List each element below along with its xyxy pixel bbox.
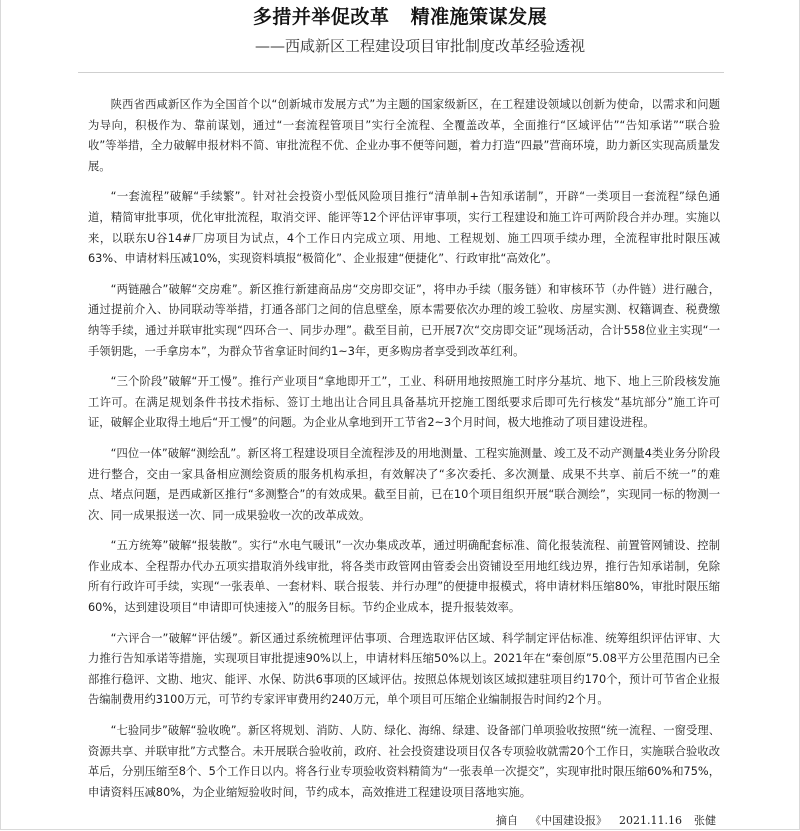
- article-title: 多措并举促改革 精准施策谋发展: [252, 6, 548, 28]
- paragraph-seven-inspections: “七验同步”破解“验收晚”。新区将规划、消防、人防、绿化、海绵、绿建、设备部门单项验收按照“统一流程、一窗受理、资源共享、并联审批”方式整合。未开展联合验收前，政府、社会投资建设项目仅各专项验收就需20个工作日，实施联合验收改革后，分别压缩至8个、5个工作日以内。将各行业专项验收资料精简为“一张表单一次提交”，实现审批时限压缩60%和75%，申请资料压减80%，为企业缩短验收时间，节约成本，高效推进工程建设项目落地实施。: [88, 724, 720, 799]
- article-body: [88, 95, 720, 813]
- divider: [78, 72, 724, 73]
- paragraph-one-process: “一套流程”破解“手续繁”。针对社会投资小型低风险项目推行“清单制+告知承诺制”，开辟“一类项目一套流程”绿色通道，精简审批事项，优化审批流程，取消交评、能评等12个评估评审事项，实行工程建设和施工许可两阶段合并办理。实施以来，以联东U谷14#厂房项目为试点，4个工作日内完成立项、用地、工程规划、施工四项手续办理，全流程审批时限压减63%、申请材料压减10%，实现资料填报“极简化”、企业报建“便捷化”、行政审批“高效化”。: [88, 190, 720, 266]
- footer-label: 摘自: [496, 814, 519, 827]
- article-subtitle: ——西咸新区工程建设项目审批制度改革经验透视: [254, 37, 585, 55]
- paragraph-three-stages: “三个阶段”破解“开工慢”。推行产业项目“拿地即开工”，工业、科研用地按照施工时序分基坑、地下、地上三阶段核发施工许可。在满足规划条件书技术指标、签订土地出让合同且具备基坑开挖施工图纸要求后即可先行核发“基坑部分”施工许可证，破解企业取得土地后“开工慢”的问题。为企业从拿地到开工节省2~3个月时间，极大地推动了项目建设进程。: [88, 375, 720, 430]
- paragraph-two-chains: “两链融合”破解“交房难”。新区推行新建商品房“交房即交证”，将申办手续（服务链）和审核环节（办件链）进行融合，通过提前介入、协同联动等举措，打通各部门之间的信息壁垒，原本需要依次办理的竣工验收、房屋实测、权籍调查、税费缴纳等手续，通过并联审批实现“四环合一、同步办理”。截至目前，已开展7次“交房即交证”现场活动，合计558位业主实现“一手领钥匙，一手拿房本”，为群众节省拿证时间约1~3年，更多购房者享受到改革红利。: [88, 282, 720, 358]
- paragraph-four-in-one: “四位一体”破解“测绘乱”。新区将工程建设项目全流程涉及的用地测量、工程实施测量、竣工及不动产测量4类业务分阶段进行整合，交由一家具备相应测绘资质的服务机构承担，有效解决了“多次委托、多次测量、成果不共享、前后不统一”的难点、堵点问题，是西咸新区推行“多测整合”的有效成果。截至目前，已在10个项目组织开展“联合测绘”，实现同一标的物测一次、同一成果报送一次、同一成果验收一次的改革成效。: [88, 446, 720, 522]
- footer-source: 《中国建设报》: [530, 814, 608, 827]
- footer-date: 2021.11.16: [619, 814, 682, 827]
- paragraph-five-coordination: “五方统筹”破解“报装散”。实行“水电气暖讯”一次办集成改革，通过明确配套标准、简化报装流程、前置管网铺设、控制作业成本、全程帮办代办五项实措取消外线审批，将各类市政管网由管委会出资铺设至用地红线边界，推行告知承诺制，免除所有行政许可手续，实现“一张表单、一套材料、联合报装、并行办理”的便捷申报模式，将申请材料压缩80%，审批时限压缩60%，达到建设项目“申请即可快速接入”的服务目标。节约企业成本，提升报装效率。: [88, 539, 720, 615]
- source-footer: [0, 812, 716, 828]
- paragraph-intro: 陕西省西咸新区作为全国首个以“创新城市发展方式”为主题的国家级新区，在工程建设领域以创新为使命，以需求和问题为导向，积极作为、靠前谋划，通过“一套流程管项目”实行全流程、全覆盖改革，全面推行“区域评估”“告知承诺”“联合验收”等举措，全力破解申报材料不简、审批流程不优、企业办事不便等问题，着力打造“四最”营商环境，助力新区实现高质量发展。: [88, 98, 720, 173]
- footer-author: 张健: [694, 814, 716, 827]
- paragraph-six-evaluations: “六评合一”破解“评估缓”。新区通过系统梳理评估事项、合理选取评估区域、科学制定评估标准、统筹组织评估评审、大力推行告知承诺等措施，实现项目审批提速90%以上，申请材料压缩50%以上。2021年在“秦创原”5.08平方公里范围内已全部推行稳评、文勘、地灾、能评、水保、防洪6事项的区域评估。按照总体规划该区域拟建驻项目约170个，预计可节省企业报告编制费用约3100万元，可节约专家评审费用约240万元，单个项目可压缩企业编制报告时间约2个月。: [88, 631, 720, 707]
